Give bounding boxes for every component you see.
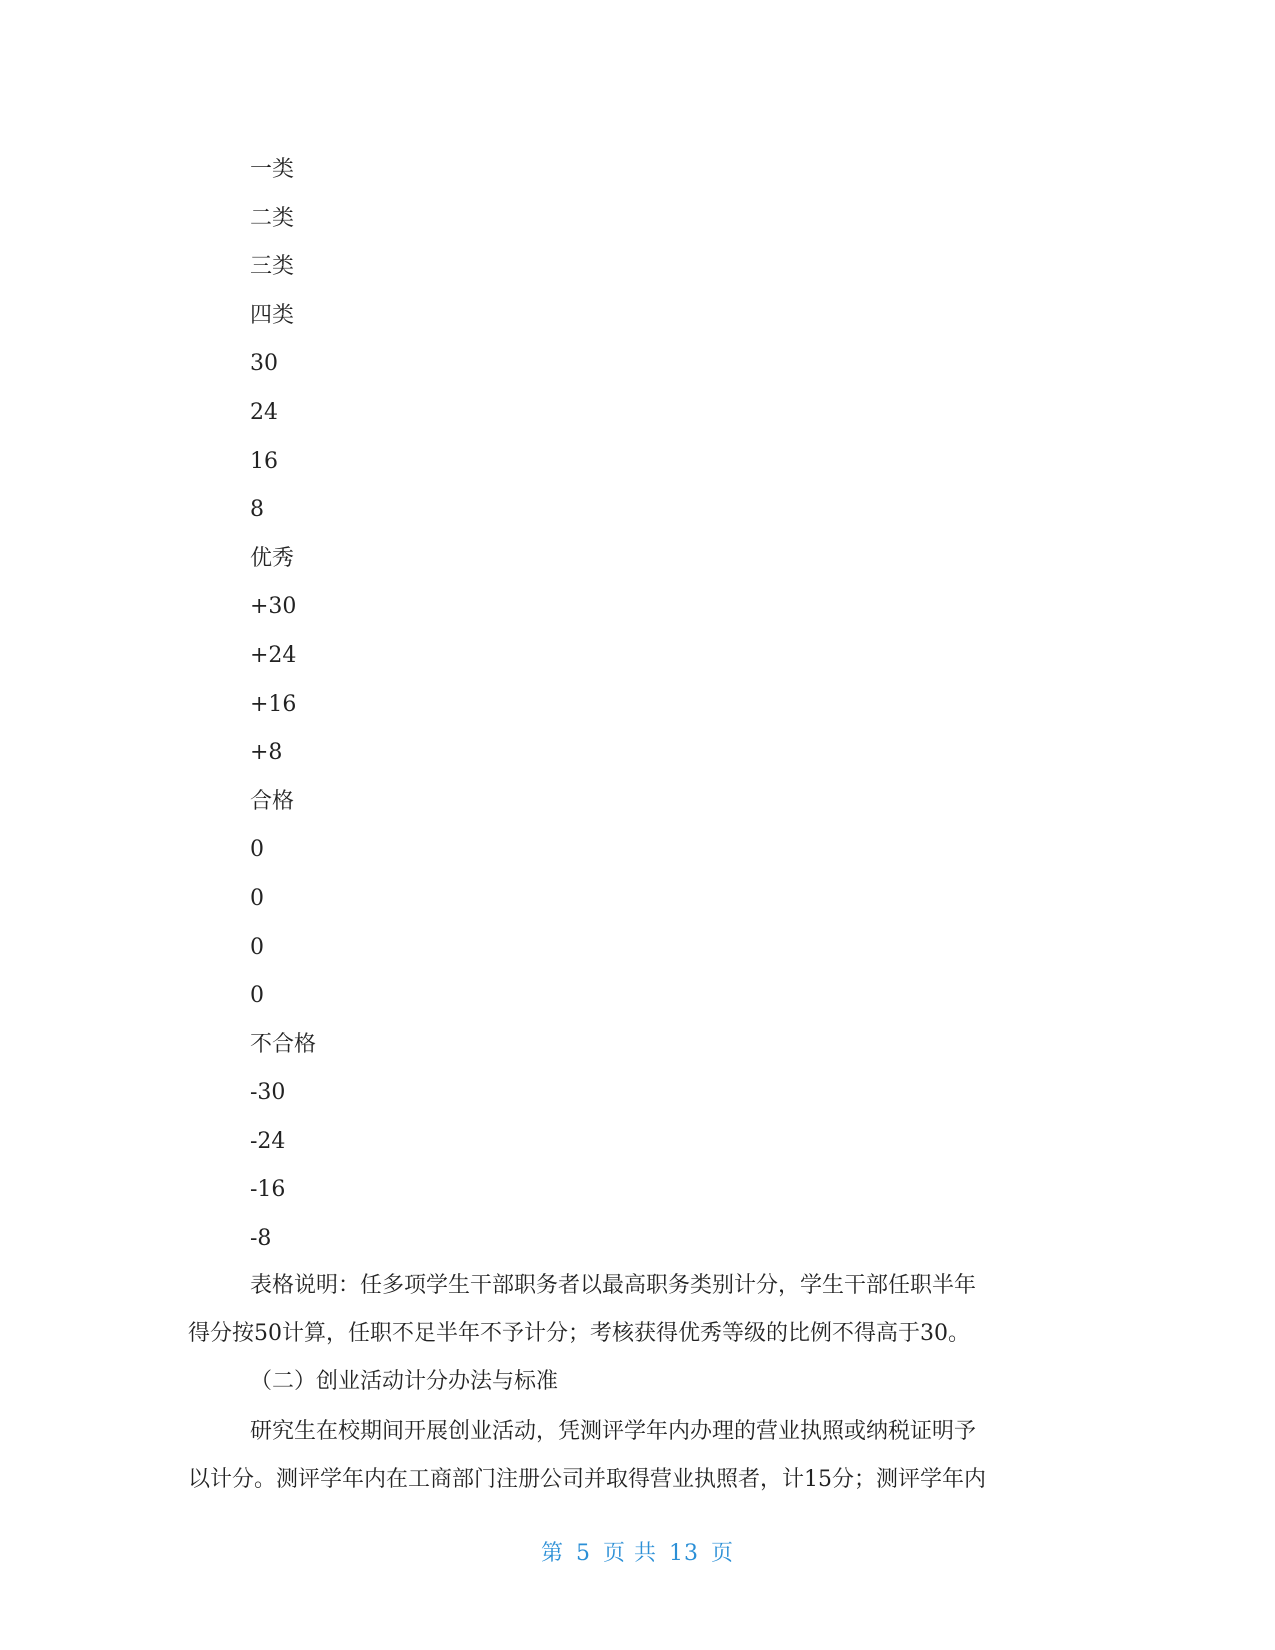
table-note-line-1: 表格说明：任多项学生干部职务者以最高职务类别计分，学生干部任职半年 [250,1273,977,1298]
venture-line-2: 以计分。测评学年内在工商部门注册公司并取得营业执照者，计15分；测评学年内 [188,1467,986,1492]
list-item: 三类 [250,254,295,280]
list-item: 二类 [250,205,295,231]
list-item: +8 [250,740,283,766]
list-item: 0 [250,934,264,960]
list-item: 0 [250,837,264,863]
list-item: 优秀 [250,545,295,571]
footer-total-pages: 13 [669,1541,699,1566]
footer-page-number: 5 [576,1541,591,1566]
table-value-list [250,146,316,1264]
list-item: -16 [250,1177,286,1203]
footer-suffix: 页 [711,1541,735,1566]
list-item: 一类 [250,157,295,182]
list-item: -30 [250,1080,286,1106]
list-item: 四类 [250,302,295,328]
list-item: 不合格 [250,1031,317,1057]
table-note-line-2: 得分按50计算，任职不足半年不予计分；考核获得优秀等级的比例不得高于30。 [188,1321,970,1346]
venture-line-1: 研究生在校期间开展创业活动，凭测评学年内办理的营业执照或纳税证明予 [250,1419,977,1444]
list-item: 24 [250,399,278,425]
section-heading-text: （二）创业活动计分办法与标准 [250,1369,559,1394]
footer-middle: 页 共 [603,1541,657,1566]
table-note-paragraph [188,1262,1088,1358]
list-item: 8 [250,497,264,523]
list-item: 30 [250,351,278,377]
list-item: -8 [250,1226,272,1252]
list-item: 合格 [250,788,295,814]
list-item: +16 [250,691,297,717]
list-item: +30 [250,594,297,620]
list-item: +24 [250,642,297,668]
list-item: 0 [250,885,264,911]
page-footer [0,1536,1275,1567]
venture-paragraph [188,1408,1088,1504]
footer-prefix: 第 [540,1541,564,1566]
list-item: 0 [250,983,264,1009]
list-item: -24 [250,1128,286,1154]
list-item: 16 [250,448,278,474]
section-heading [188,1358,1088,1406]
